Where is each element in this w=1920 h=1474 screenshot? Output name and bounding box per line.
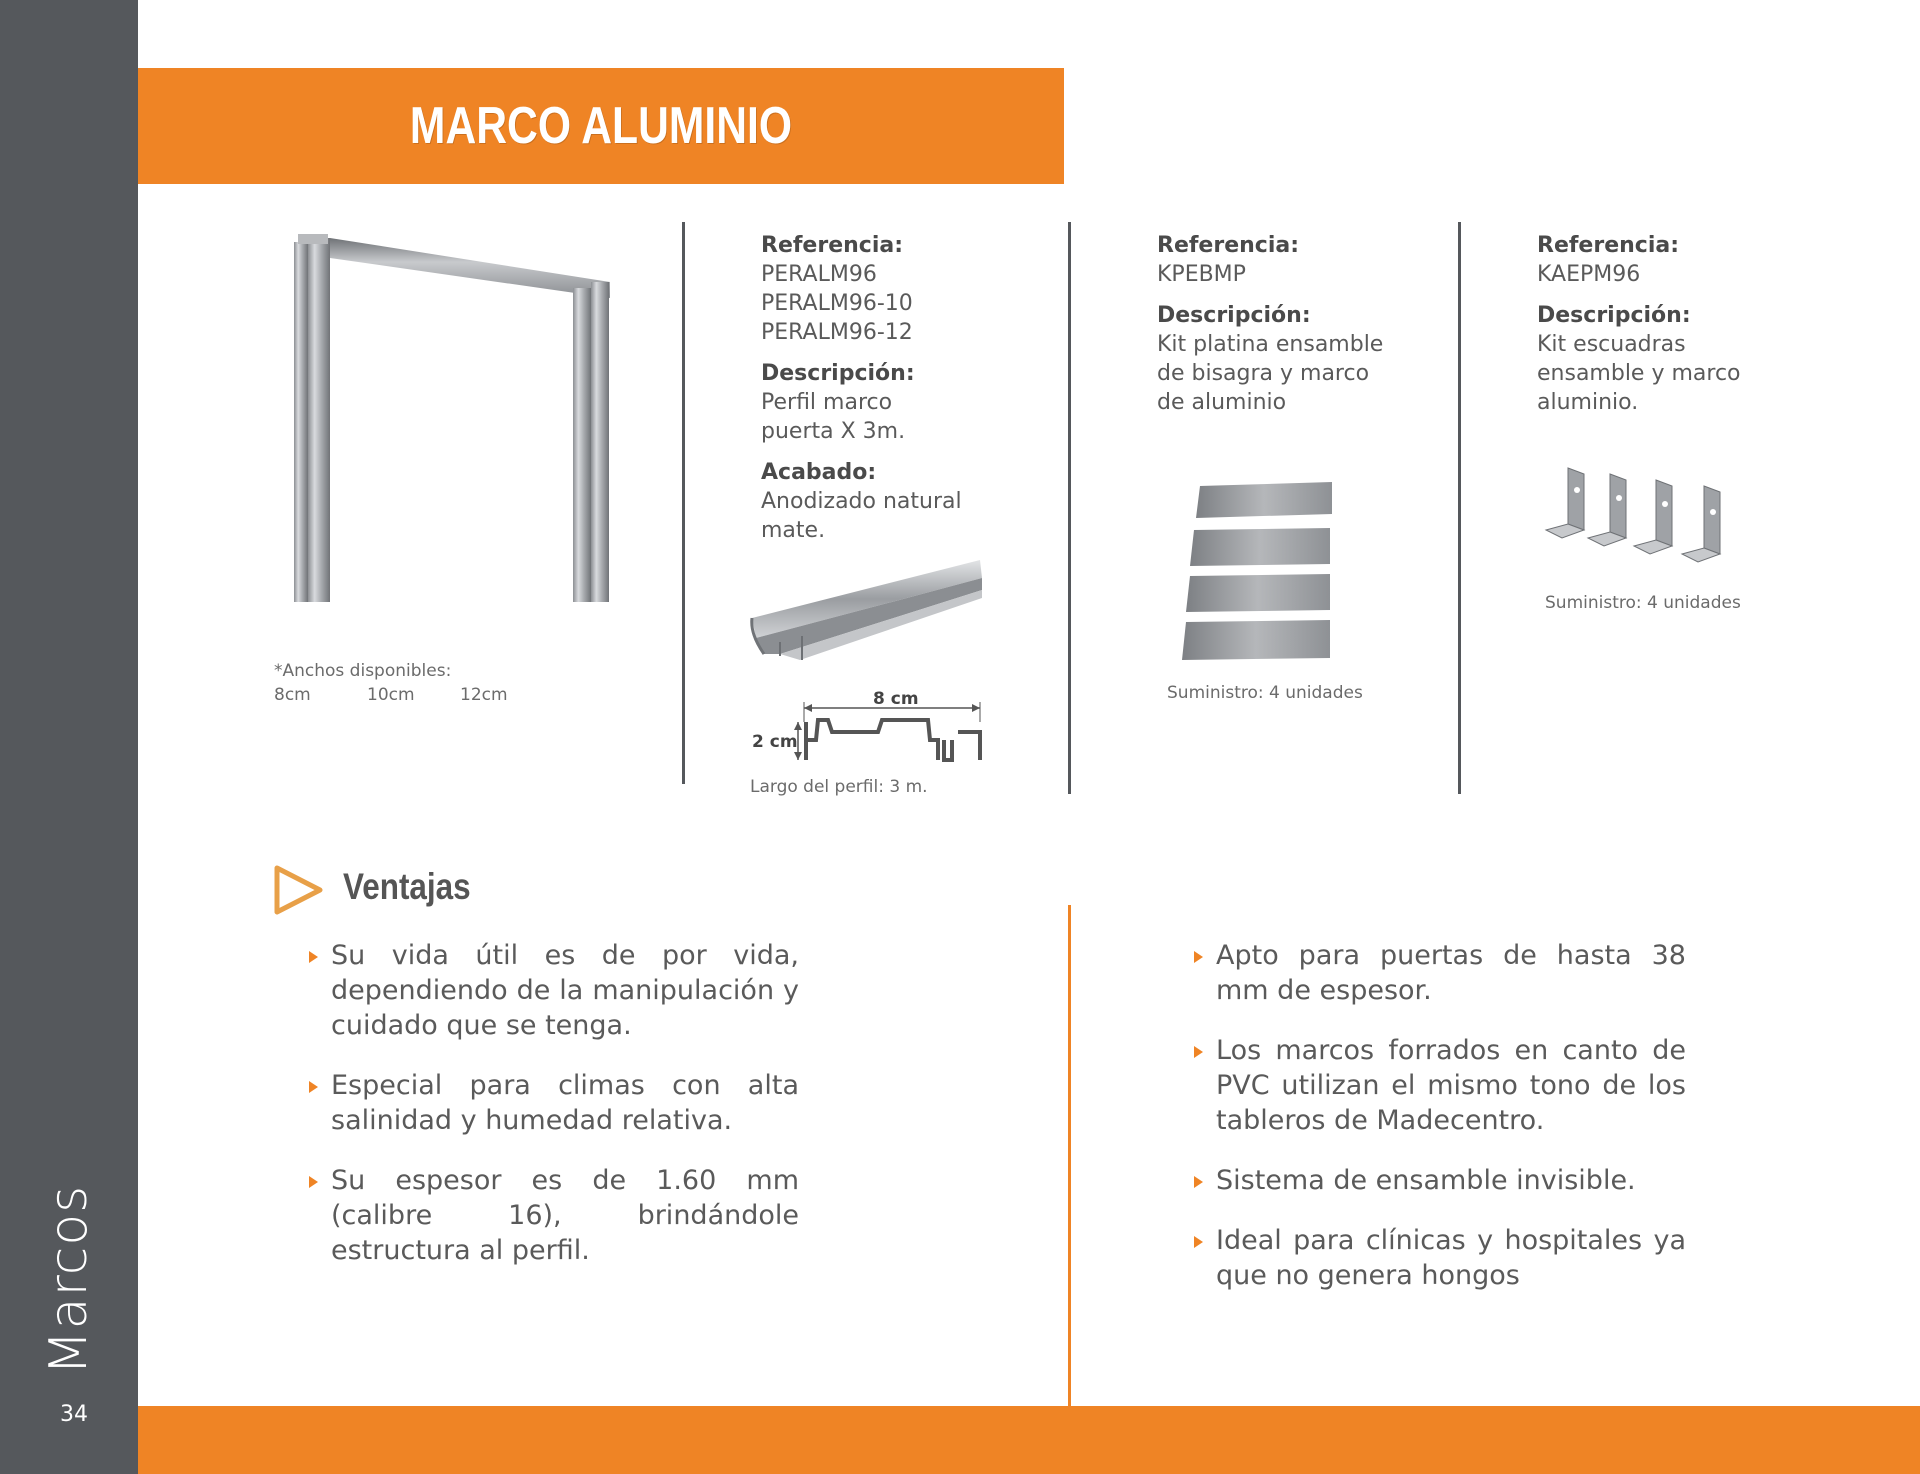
list-item xyxy=(1194,938,1686,1008)
reference-value: PERALM96-10 xyxy=(761,291,913,316)
profile-length-caption: Largo del perfil: 3 m. xyxy=(750,777,928,797)
reference-label: Referencia: xyxy=(1537,233,1680,258)
description-label: Descripción: xyxy=(761,361,915,386)
list-item xyxy=(1194,1033,1686,1138)
width-8cm: 8cm xyxy=(274,685,311,705)
list-item-text: Su espesor es de 1.60 mm (calibre 16), brindándole estructura al perfil. xyxy=(331,1165,799,1266)
sidebar xyxy=(0,0,138,1474)
title-banner xyxy=(138,68,1064,184)
description-line: Kit escuadras xyxy=(1537,332,1686,357)
dimension-height: 2 cm xyxy=(752,732,798,752)
dimension-width: 8 cm xyxy=(873,689,919,709)
description-label: Descripción: xyxy=(1537,303,1691,328)
play-triangle-icon xyxy=(272,864,326,916)
list-item xyxy=(309,1068,799,1138)
reference-label: Referencia: xyxy=(1157,233,1300,258)
reference-value: PERALM96 xyxy=(761,262,877,287)
finish-label: Acabado: xyxy=(761,460,877,485)
description-line: puerta X 3m. xyxy=(761,419,906,444)
page-title: MARCO ALUMINIO xyxy=(409,97,793,155)
corner-brackets-image xyxy=(1540,460,1750,570)
list-item-text: Su vida útil es de por vida, dependiendo de la manipulación y cuidado que se tenga. xyxy=(331,940,799,1041)
ventajas-divider xyxy=(1068,905,1071,1408)
list-item xyxy=(309,1163,799,1268)
reference-value: PERALM96-12 xyxy=(761,320,913,345)
description-line: Kit platina ensamble xyxy=(1157,332,1384,357)
page-number: 34 xyxy=(60,1402,88,1427)
finish-line: mate. xyxy=(761,518,826,543)
footer-bar xyxy=(138,1406,1920,1474)
profile-dimension-drawing xyxy=(748,690,988,770)
list-item xyxy=(1194,1223,1686,1293)
aluminium-profile-image xyxy=(750,556,985,671)
reference-label: Referencia: xyxy=(761,233,904,258)
product-kpebmp xyxy=(1157,231,1417,417)
product-peralm96 xyxy=(761,231,1001,545)
widths-note: *Anchos disponibles: xyxy=(274,661,452,681)
reference-value: KPEBMP xyxy=(1157,262,1246,287)
list-item-text: Los marcos forrados en canto de PVC utilizan el mismo tono de los tableros de Madecentro. xyxy=(1216,1035,1686,1136)
bullet-icon xyxy=(309,951,318,963)
bullet-icon xyxy=(1194,1046,1203,1058)
ventajas-title: Ventajas xyxy=(343,866,471,907)
list-item xyxy=(309,938,799,1043)
description-label: Descripción: xyxy=(1157,303,1311,328)
description-line: aluminio. xyxy=(1537,390,1639,415)
hinge-plates-image xyxy=(1180,478,1340,663)
list-item xyxy=(1194,1163,1686,1198)
bullet-icon xyxy=(309,1176,318,1188)
finish-line: Anodizado natural xyxy=(761,489,962,514)
list-item-text: Apto para puertas de hasta 38 mm de espesor. xyxy=(1216,940,1686,1006)
supply-caption: Suministro: 4 unidades xyxy=(1545,593,1741,613)
description-line: de bisagra y marco xyxy=(1157,361,1370,386)
list-item-text: Sistema de ensamble invisible. xyxy=(1216,1165,1636,1196)
door-frame-image xyxy=(280,228,620,608)
section-label xyxy=(10,1180,128,1380)
column-divider xyxy=(1068,222,1071,794)
width-12cm: 12cm xyxy=(460,685,508,705)
width-10cm: 10cm xyxy=(367,685,415,705)
description-line: de aluminio xyxy=(1157,390,1287,415)
description-line: Perfil marco xyxy=(761,390,893,415)
bullet-icon xyxy=(309,1081,318,1093)
column-divider xyxy=(682,222,685,784)
bullet-icon xyxy=(1194,1236,1203,1248)
ventajas-list-right xyxy=(1194,938,1686,1318)
product-kaepm96 xyxy=(1537,231,1797,417)
bullet-icon xyxy=(1194,951,1203,963)
bullet-icon xyxy=(1194,1176,1203,1188)
description-line: ensamble y marco xyxy=(1537,361,1741,386)
list-item-text: Ideal para clínicas y hospitales ya que no genera hongos xyxy=(1216,1225,1686,1291)
section-label-text: Marcos xyxy=(39,1184,99,1376)
supply-caption: Suministro: 4 unidades xyxy=(1167,683,1363,703)
list-item-text: Especial para climas con alta salinidad y humedad relativa. xyxy=(331,1070,799,1136)
ventajas-list-left xyxy=(309,938,799,1293)
column-divider xyxy=(1458,222,1461,794)
reference-value: KAEPM96 xyxy=(1537,262,1641,287)
